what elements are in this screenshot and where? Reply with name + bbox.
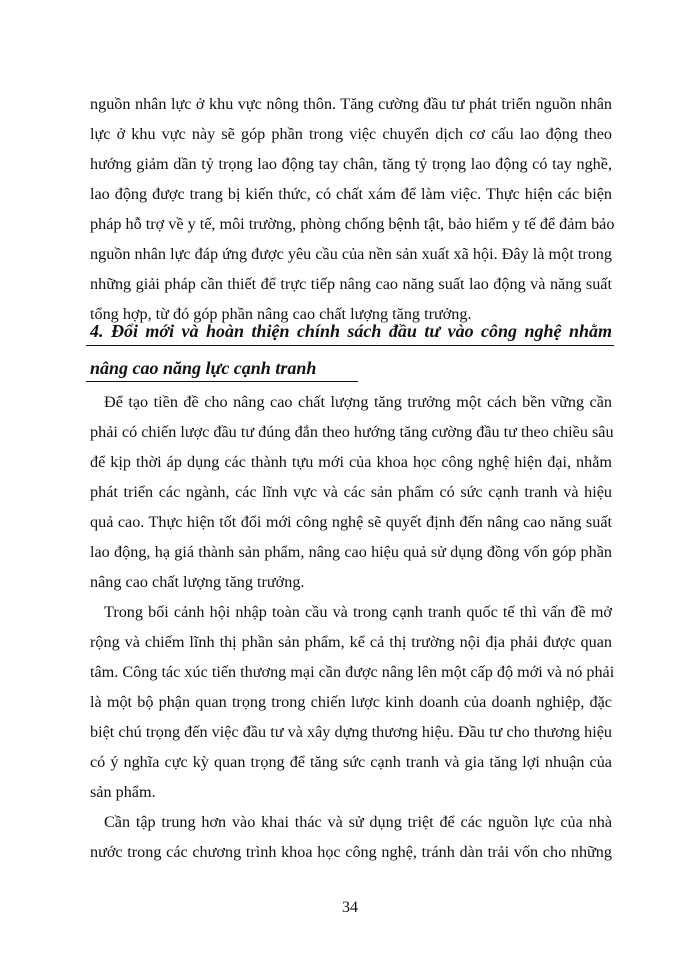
intro-line: hướng giảm dần tỷ trọng lao động tay chân, tăng tỷ trọng lao động có tay nghề, <box>90 155 612 173</box>
paragraph-line: phát triển các ngành, các lĩnh vực và các sản phẩm có sức cạnh tranh và hiệu <box>90 483 612 501</box>
paragraph-line: biệt chú trọng đến việc đầu tư và xây dựng thương hiệu. Đầu tư cho thương hiệu <box>90 723 612 741</box>
section-heading-line-2: nâng cao năng lực cạnh tranh <box>90 358 317 378</box>
page-number: 34 <box>342 899 358 916</box>
paragraph-line: có ý nghĩa cực kỳ quan trọng để tăng sức cạnh tranh và gia tăng lợi nhuận của <box>90 753 612 771</box>
paragraph-line: Cần tập trung hơn vào khai thác và sử dụng triệt để các nguồn lực của nhà <box>104 813 612 831</box>
intro-line: nguồn nhân lực đáp ứng được yêu cầu của nền sản xuất xã hội. Đây là một trong <box>90 245 612 263</box>
paragraph-line: tâm. Công tác xúc tiến thương mại cần được nâng lên một cấp độ mới và nó phải <box>90 663 615 681</box>
heading-underline <box>86 381 358 382</box>
paragraph-line: lao động, hạ giá thành sản phẩm, nâng cao hiệu quả sử dụng đồng vốn góp phần <box>90 543 612 561</box>
paragraph-line: là một bộ phận quan trọng trong chiến lược kinh doanh của doanh nghiệp, đặc <box>90 693 612 711</box>
paragraph-line: Để tạo tiền đề cho nâng cao chất lượng tăng trưởng một cách bền vững cần <box>104 393 612 411</box>
paragraph-line: quả cao. Thực hiện tốt đổi mới công nghệ sẽ quyết định đến nâng cao năng suất <box>90 513 612 531</box>
intro-line: những giải pháp cần thiết để trực tiếp nâng cao năng suất lao động và năng suất <box>90 275 612 293</box>
paragraph-line: sản phẩm. <box>90 783 156 801</box>
paragraph-line: phải có chiến lược đầu tư đúng đắn theo hướng tăng cường đầu tư theo chiều sâu <box>90 423 614 441</box>
paragraph-line: Trong bối cảnh hội nhập toàn cầu và trong cạnh tranh quốc tế thì vấn đề mở <box>104 603 612 621</box>
intro-line: lực ở khu vực này sẽ góp phần trong việc chuyển dịch cơ cấu lao động theo <box>90 125 612 143</box>
heading-underline <box>86 345 614 346</box>
section-heading-line-1: 4. Đổi mới và hoàn thiện chính sách đầu tư vào công nghệ nhằm <box>90 321 612 341</box>
paragraph-line: nâng cao chất lượng tăng trưởng. <box>90 573 305 591</box>
paragraph-line: nước trong các chương trình khoa học công nghệ, tránh dàn trải vốn cho những <box>90 843 612 861</box>
paragraph-line: rộng và chiếm lĩnh thị phần sản phẩm, kể cả thị trường nội địa phải được quan <box>90 633 612 651</box>
paragraph-line: để kịp thời áp dụng các thành tựu mới của khoa học công nghệ hiện đại, nhằm <box>90 453 612 471</box>
intro-line: tổng hợp, từ đó góp phần nâng cao chất lượng tăng trưởng. <box>90 305 472 323</box>
intro-line: pháp hỗ trợ về y tế, môi trường, phòng chống bệnh tật, bảo hiểm y tế để đảm bảo <box>90 215 615 233</box>
intro-line: lao động được trang bị kiến thức, có chất xám để làm việc. Thực hiện các biện <box>90 185 612 203</box>
intro-line: nguồn nhân lực ở khu vực nông thôn. Tăng cường đầu tư phát triển nguồn nhân <box>90 95 612 113</box>
